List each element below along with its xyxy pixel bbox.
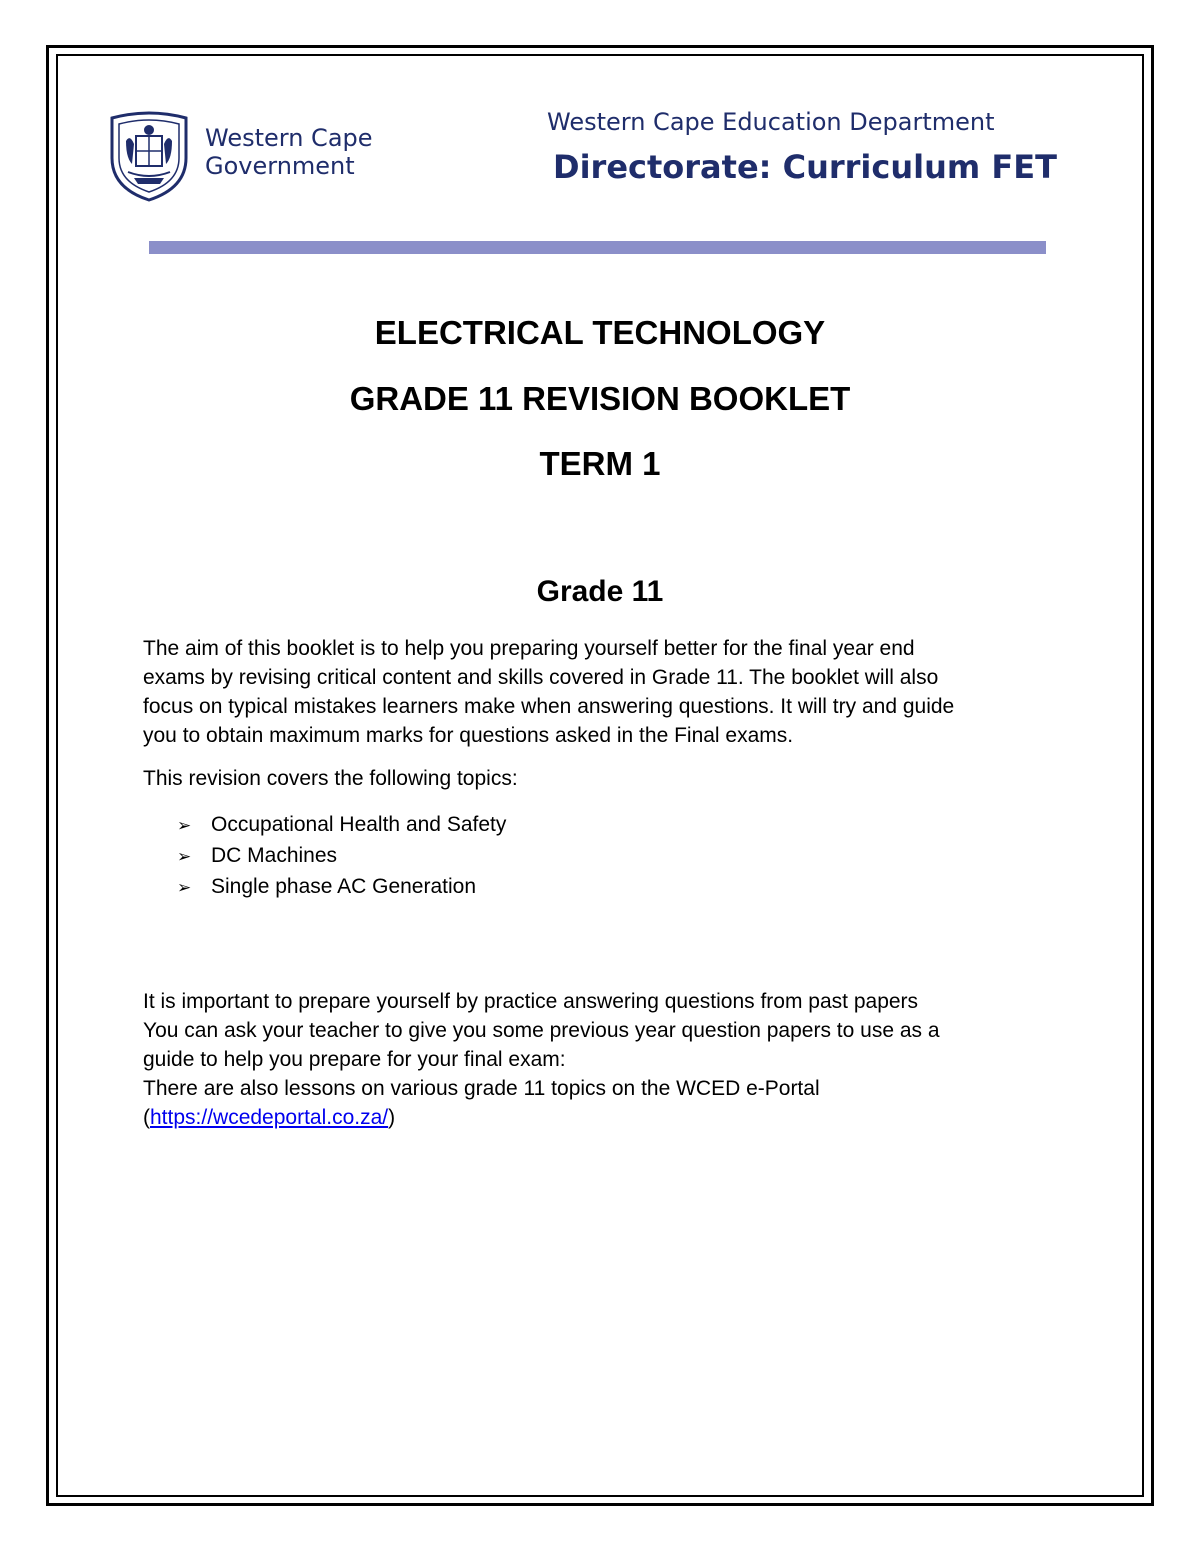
intro-line: exams by revising critical content and skills covered in Grade 11. The booklet will also	[143, 666, 939, 689]
coat-of-arms-shield-icon	[104, 106, 194, 202]
intro-line: focus on typical mistakes learners make when answering questions. It will try and guide	[143, 695, 955, 718]
government-name	[205, 124, 373, 180]
intro-line: you to obtain maximum marks for questions asked in the Final exams.	[143, 724, 794, 747]
government-name-line-2: Government	[205, 152, 355, 180]
directorate-name: Directorate: Curriculum FET	[553, 148, 1057, 186]
open-paren: (	[143, 1106, 150, 1129]
arrow-bullet-icon: ➢	[177, 816, 192, 836]
list-item	[177, 841, 506, 872]
government-name-line-1: Western Cape	[205, 124, 373, 152]
department-name: Western Cape Education Department	[547, 108, 995, 136]
arrow-bullet-icon: ➢	[177, 878, 192, 898]
booklet-title: GRADE 11 REVISION BOOKLET	[349, 380, 851, 417]
topics-list	[177, 810, 506, 903]
term-title: TERM 1	[539, 445, 661, 482]
closing-paragraph	[143, 987, 1063, 1132]
subject-title: ELECTRICAL TECHNOLOGY	[374, 314, 826, 351]
topic-label: Occupational Health and Safety	[211, 813, 507, 836]
list-item	[177, 810, 506, 841]
closing-line: There are also lessons on various grade 11 topics on the WCED e-Portal	[143, 1077, 820, 1100]
topic-label: DC Machines	[211, 844, 338, 867]
closing-line: You can ask your teacher to give you some previous year question papers to use as a	[143, 1019, 940, 1042]
eportal-link[interactable]: https://wcedeportal.co.za/	[150, 1106, 389, 1129]
list-item	[177, 872, 506, 903]
closing-line: guide to help you prepare for your final exam:	[143, 1048, 566, 1071]
closing-line: It is important to prepare yourself by practice answering questions from past papers	[143, 990, 919, 1013]
grade-heading: Grade 11	[536, 575, 664, 608]
intro-line: The aim of this booklet is to help you preparing yourself better for the final year end	[143, 637, 915, 660]
portal-link-line	[143, 1103, 1063, 1132]
intro-paragraph	[143, 634, 1063, 750]
close-paren: )	[388, 1106, 396, 1129]
arrow-bullet-icon: ➢	[177, 847, 192, 867]
topic-label: Single phase AC Generation	[211, 875, 477, 898]
header-divider	[149, 241, 1046, 254]
topics-intro	[143, 764, 1063, 793]
topics-intro-text: This revision covers the following topics:	[143, 767, 518, 790]
